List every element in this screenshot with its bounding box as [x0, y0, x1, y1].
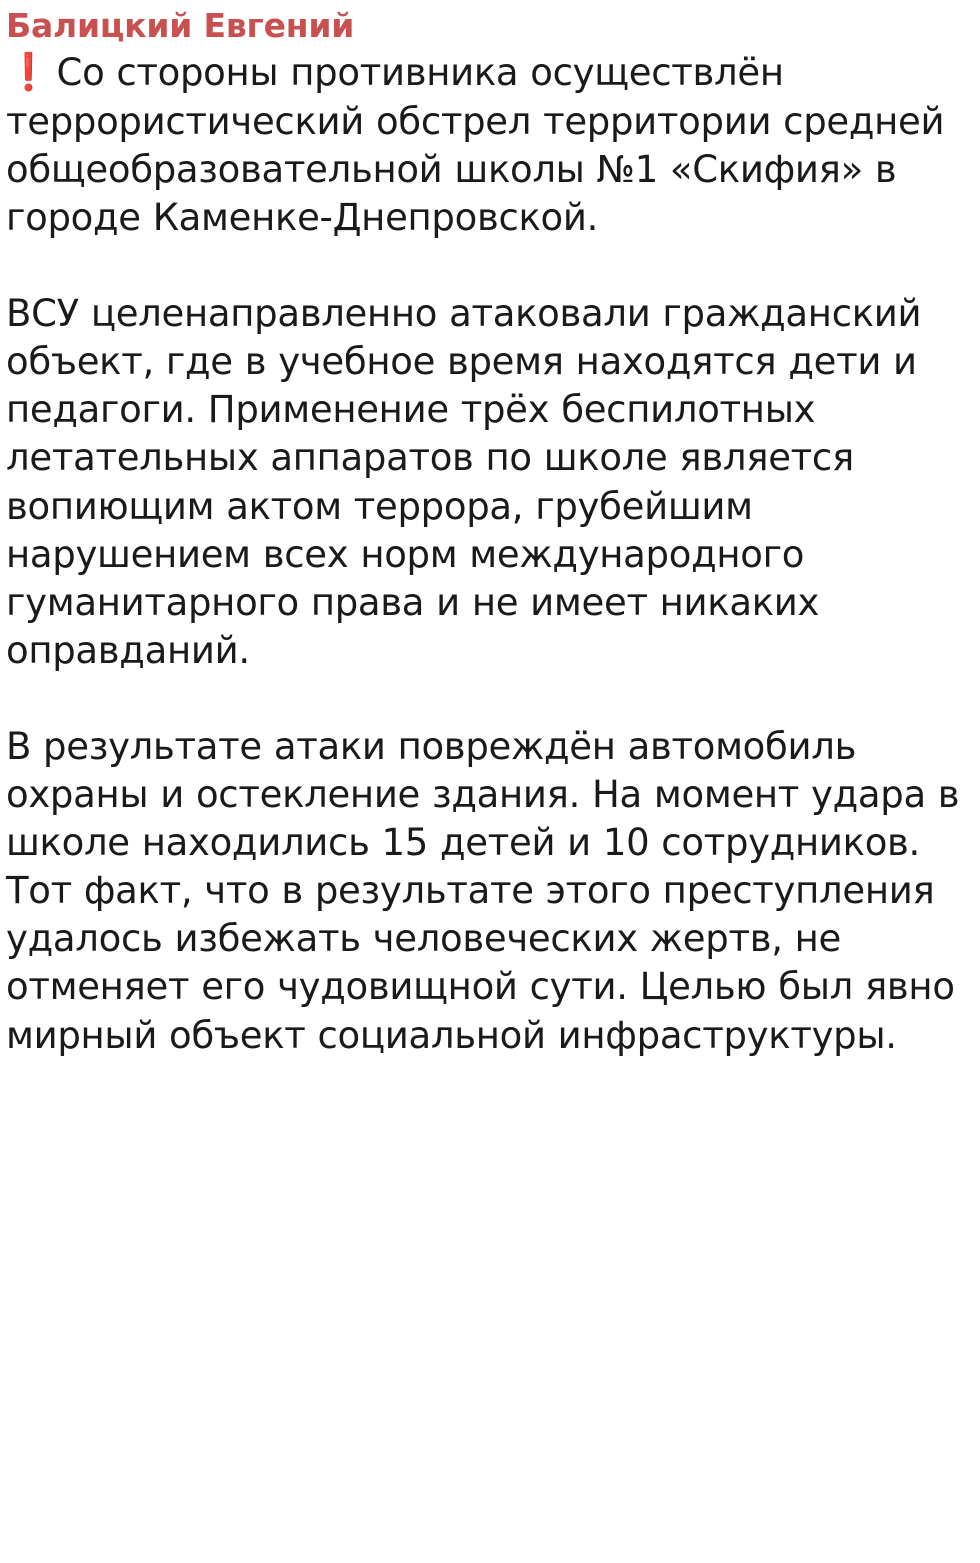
post-author-name: Балицкий Евгений: [6, 6, 355, 45]
post-paragraph-3: В результате атаки повреждён автомобиль охраны и остекление здания. На момент удара в школе находились 15 детей и 10 сотрудников. Тот факт, что в результате этого преступления удалось избежать человеческих жертв, не отменяет его чудовищной сути. Целью был явно мирный объект социальной инфраструктуры.: [6, 724, 972, 1057]
post-paragraph-2: ВСУ целенаправленно атаковали гражданский объект, где в учебное время находятся дети и педагоги. Применение трёх беспилотных летательных аппаратов по школе является вопиющим актом террора, грубейшим нарушением всех норм международного гуманитарного права и не имеет никаких оправданий.: [6, 292, 934, 672]
post-paragraph-1-text: Со стороны противника осуществлён террористический обстрел территории средней общеобразовательной школы №1 «Скифия» в городе Каменке-Днепровской.: [6, 50, 957, 239]
warning-icon: ❗: [6, 51, 51, 93]
post-body: [6, 49, 972, 1060]
post-paragraph-1: [6, 49, 966, 242]
